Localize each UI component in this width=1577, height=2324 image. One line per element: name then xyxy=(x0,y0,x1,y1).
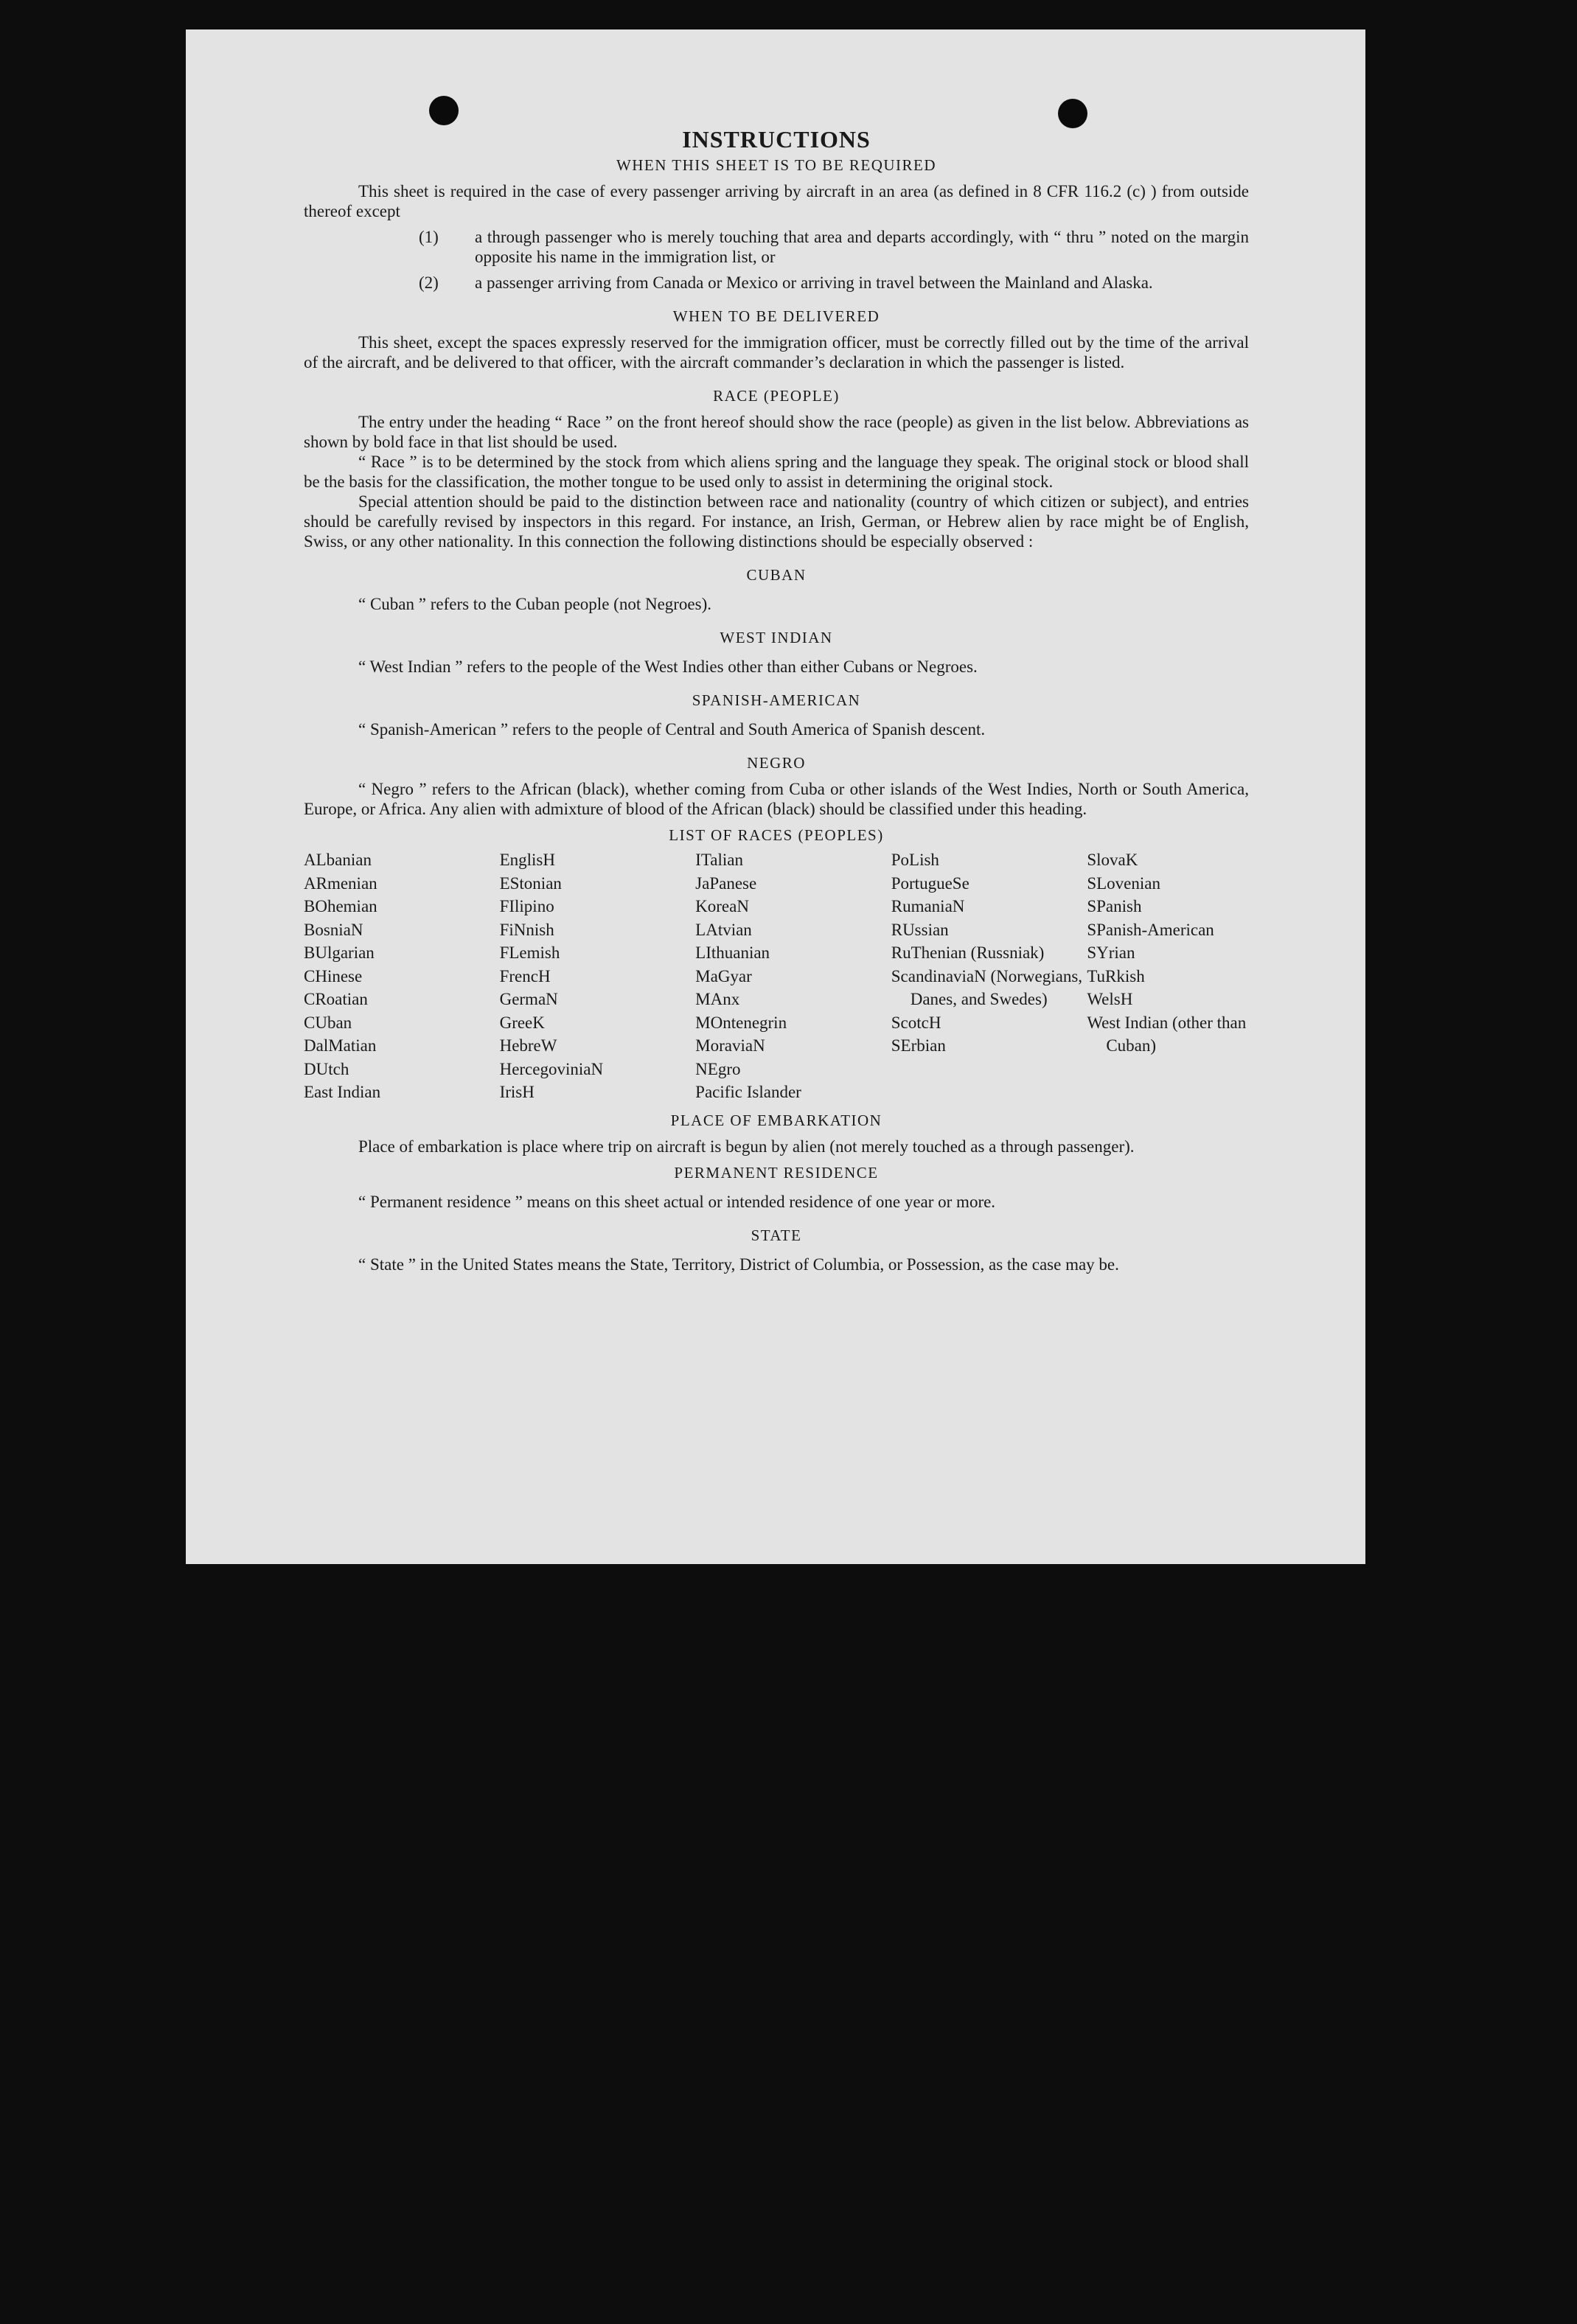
race-entry: IrisH xyxy=(499,1083,535,1101)
paragraph-cuban: “ Cuban ” refers to the Cuban people (not Negroes). xyxy=(358,595,712,613)
race-entry: ARmenian xyxy=(304,873,377,893)
races-column xyxy=(695,848,891,1104)
section-heading-list-of-races: LIST OF RACES (PEOPLES) xyxy=(669,826,884,844)
race-entry: KoreaN xyxy=(695,897,749,915)
race-entry: LIthuanian xyxy=(695,943,770,962)
race-entry: TuRkish xyxy=(1087,966,1145,985)
race-entry: RumaniaN xyxy=(891,897,965,915)
exception-item xyxy=(304,273,1249,293)
paragraph-residence: “ Permanent residence ” means on this sheet actual or intended residence of one year or more. xyxy=(358,1192,996,1211)
race-entry: FIlipino xyxy=(499,897,554,915)
race-entry: SPanish-American xyxy=(1087,920,1214,939)
race-entry: SErbian xyxy=(891,1036,946,1055)
race-entry: GreeK xyxy=(499,1013,545,1032)
race-entry: DalMatian xyxy=(304,1036,377,1055)
race-entry: CHinese xyxy=(304,966,363,985)
section-heading-west-indian: WEST INDIAN xyxy=(720,629,833,646)
race-entry: BUlgarian xyxy=(304,943,375,962)
races-column xyxy=(891,848,1087,1104)
race-entry: EnglisH xyxy=(499,851,555,869)
race-entry: CRoatian xyxy=(304,990,368,1008)
race-entry: WelsH xyxy=(1087,990,1133,1008)
race-entry: SlovaK xyxy=(1087,851,1138,869)
race-entry: FLemish xyxy=(499,943,560,962)
race-entry: MAnx xyxy=(695,990,740,1008)
race-entry: ALbanian xyxy=(304,851,372,869)
race-entry: MaGyar xyxy=(695,966,752,985)
paragraph-required: This sheet is required in the case of every passenger arriving by aircraft in an area (as defined in 8 CFR 116.2 (c) ) from outside thereof except xyxy=(304,182,1249,220)
race-entry: MOntenegrin xyxy=(695,1013,787,1032)
race-entry: SYrian xyxy=(1087,943,1135,962)
race-entry: PoLish xyxy=(891,851,939,869)
exception-number: (2) xyxy=(419,273,439,292)
section-heading-race: RACE (PEOPLE) xyxy=(713,387,840,405)
instructions-content xyxy=(304,124,1249,1274)
race-entry: ScandinaviaN (Norwegians, Danes, and Swedes) xyxy=(891,966,1083,1008)
paragraph-state: “ State ” in the United States means the State, Territory, District of Columbia, or Possession, as the case may be. xyxy=(358,1255,1119,1274)
paragraph-embarkation: Place of embarkation is place where trip on aircraft is begun by alien (not merely touched as a through passenger). xyxy=(358,1137,1135,1156)
section-heading-required: WHEN THIS SHEET IS TO BE REQUIRED xyxy=(616,156,937,174)
race-entry: BOhemian xyxy=(304,897,377,915)
race-entry: SPanish xyxy=(1087,897,1142,915)
race-entry: CUban xyxy=(304,1013,352,1032)
paragraph-race-2: “ Race ” is to be determined by the stock from which aliens spring and the language they speak. The original stock or blood shall be the basis for the classification, the mother tongue to be used only to assist in determining the original stock. xyxy=(304,453,1249,491)
race-entry: West Indian (other than Cuban) xyxy=(1087,1013,1247,1055)
races-table xyxy=(304,848,1249,1104)
paragraph-delivered: This sheet, except the spaces expressly reserved for the immigration officer, must be correctly filled out by the time of the arrival of the aircraft, and be delivered to that officer, with the aircraft commander’s declaration in which the passenger is listed. xyxy=(304,333,1249,371)
race-entry: MoraviaN xyxy=(695,1036,765,1055)
paragraph-spanish-american: “ Spanish-American ” refers to the people of Central and South America of Spanish descent. xyxy=(358,720,986,739)
race-entry: SLovenian xyxy=(1087,873,1160,893)
race-entry: ScotcH xyxy=(891,1013,941,1032)
section-heading-residence: PERMANENT RESIDENCE xyxy=(674,1163,879,1182)
race-entry: NEgro xyxy=(695,1059,741,1078)
race-entry: JaPanese xyxy=(695,873,757,893)
race-entry: East Indian xyxy=(304,1083,381,1101)
race-entry: FrencH xyxy=(499,966,551,985)
document-page xyxy=(186,29,1365,1564)
race-entry: FiNnish xyxy=(499,920,554,939)
section-heading-cuban: CUBAN xyxy=(746,566,807,584)
race-entry: BosniaN xyxy=(304,920,363,939)
punch-hole xyxy=(429,96,459,125)
race-entry: RuThenian (Russniak) xyxy=(891,943,1045,962)
race-entry: EStonian xyxy=(499,873,562,893)
race-entry: DUtch xyxy=(304,1059,349,1078)
exception-text: a through passenger who is merely touching that area and departs accordingly, with “ thru ” noted on the margin opposite his name in the immigration list, or xyxy=(475,228,1249,266)
race-entry: LAtvian xyxy=(695,920,752,939)
race-entry: HercegoviniaN xyxy=(499,1059,604,1078)
race-entry: HebreW xyxy=(499,1036,557,1055)
exception-text: a passenger arriving from Canada or Mexico or arriving in travel between the Mainland and Alaska. xyxy=(475,273,1153,292)
exception-number: (1) xyxy=(419,228,439,246)
section-heading-spanish-american: SPANISH-AMERICAN xyxy=(692,691,861,709)
race-entry: Pacific Islander xyxy=(695,1083,801,1101)
races-column xyxy=(1087,848,1249,1104)
page-title: INSTRUCTIONS xyxy=(682,126,871,153)
race-entry: RUssian xyxy=(891,920,949,939)
paragraph-negro: “ Negro ” refers to the African (black), whether coming from Cuba or other islands of the West Indies, North or South America, Europe, or Africa. Any alien with admixture of blood of the African (black) should be classified under this heading. xyxy=(304,780,1249,818)
paragraph-west-indian: “ West Indian ” refers to the people of the West Indies other than either Cubans or Negroes. xyxy=(358,657,978,676)
section-heading-embarkation: PLACE OF EMBARKATION xyxy=(670,1111,883,1129)
races-column xyxy=(304,848,500,1104)
races-column xyxy=(500,848,696,1104)
exception-item xyxy=(304,227,1249,267)
race-entry: GermaN xyxy=(499,990,558,1008)
paragraph-race-1: The entry under the heading “ Race ” on the front hereof should show the race (people) as given in the list below. Abbreviations as shown by bold face in that list should be used. xyxy=(304,413,1249,451)
section-heading-state: STATE xyxy=(751,1226,802,1244)
race-entry: ITalian xyxy=(695,851,743,869)
section-heading-delivered: WHEN TO BE DELIVERED xyxy=(672,307,880,325)
paragraph-race-3: Special attention should be paid to the distinction between race and nationality (country of which citizen or subject), and entries should be carefully revised by inspectors in this regard. For instance, an Irish, German, or Hebrew alien by race might be of English, Swiss, or any other nationality. In this connection the following distinctions should be especially observed : xyxy=(304,492,1249,551)
section-heading-negro: NEGRO xyxy=(747,754,806,772)
race-entry: PortugueSe xyxy=(891,873,969,893)
